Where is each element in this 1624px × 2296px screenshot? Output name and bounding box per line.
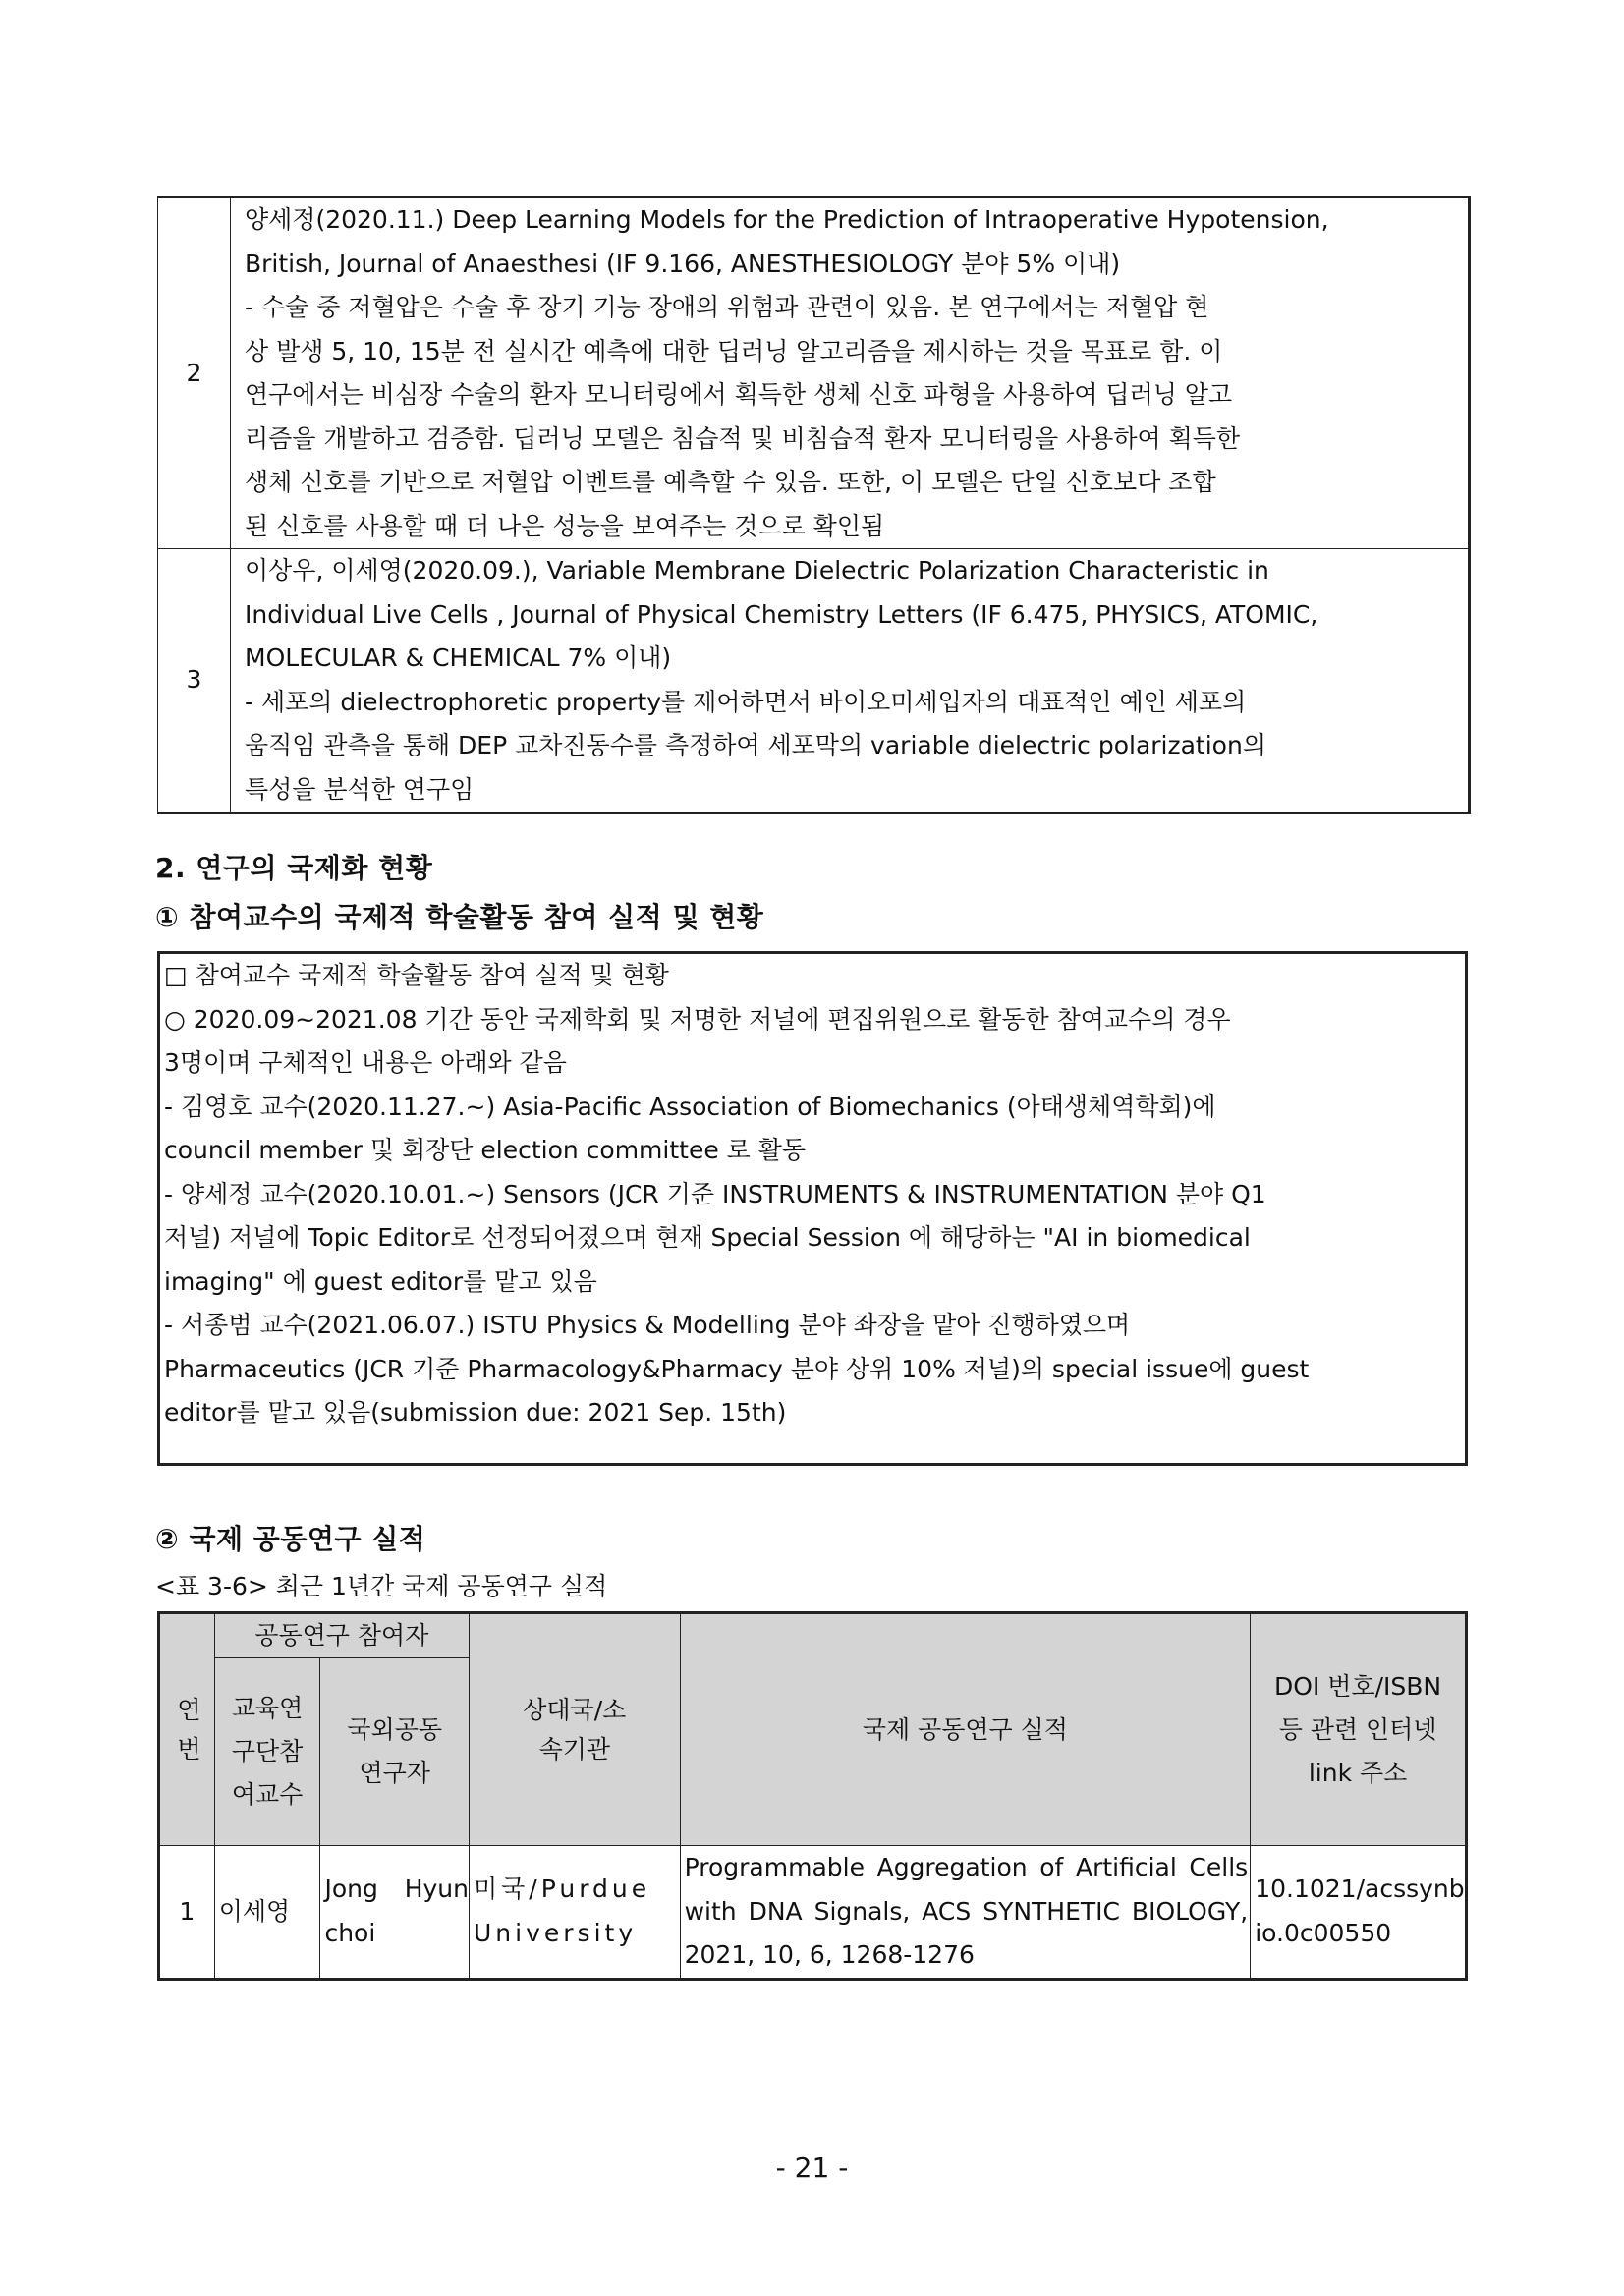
header-num: 연번	[159, 1613, 215, 1846]
section-heading: 2. 연구의 국제화 현황	[155, 852, 433, 884]
box-line: - 양세정 교수(2020.10.01.~) Sensors (JCR 기준 INSTRUMENTS & INSTRUMENTATION 분야 Q1	[164, 1179, 1266, 1208]
text-line: 양세정(2020.11.) Deep Learning Models for the Prediction of Intraoperative Hypotension,	[245, 205, 1329, 234]
subheading-joint-research: ② 국제 공동연구 실적	[155, 1523, 426, 1555]
cell-foreign-researcher: Jong Hyun choi	[320, 1846, 470, 1980]
box-line: 저널) 저널에 Topic Editor로 선정되어졌으며 현재 Special Session 에 해당하는 "AI in biomedical	[164, 1223, 1251, 1252]
text-line: 움직임 관측을 통해 DEP 교차진동수를 측정하여 세포막의 variable dielectric polarization의	[245, 731, 1266, 759]
text-line: British, Journal of Anaesthesi (IF 9.166, ANESTHESIOLOGY 분야 5% 이내)	[245, 249, 1121, 278]
header-edu-prof: 교육연구단참여교수	[214, 1658, 320, 1846]
box-line: Pharmaceutics (JCR 기준 Pharmacology&Pharmacy 분야 상위 10% 저널)의 special issue에 guest	[164, 1354, 1310, 1383]
joint-research-table	[157, 1611, 1468, 1981]
text-line: 특성을 분석한 연구임	[245, 774, 475, 804]
row-number: 2	[158, 197, 231, 549]
table-row	[158, 197, 1470, 549]
box-line: □ 참여교수 국제적 학술활동 참여 실적 및 현황	[164, 961, 669, 989]
cell-edu-prof: 이세영	[214, 1846, 320, 1980]
box-line: council member 및 회장단 election committee 로 활동	[164, 1136, 807, 1164]
text-line: 이상우, 이세영(2020.09.), Variable Membrane Dielectric Polarization Characteristic in	[245, 556, 1269, 585]
text-line: Individual Live Cells , Journal of Physical Chemistry Letters (IF 6.475, PHYSICS, ATOMIC,	[245, 599, 1318, 629]
text-line: 상 발생 5, 10, 15분 전 실시간 예측에 대한 딥러닝 알고리즘을 제시하는 것을 목표로 함. 이	[245, 336, 1223, 365]
text-line: 생체 신호를 기반으로 저혈압 이벤트를 예측할 수 있음. 또한, 이 모델은 단일 신호보다 조합	[245, 468, 1216, 496]
box-line: - 김영호 교수(2020.11.27.~) Asia-Pacific Association of Biomechanics (아태생체역학회)에	[164, 1092, 1216, 1121]
subheading-academic-activities: ① 참여교수의 국제적 학술활동 참여 실적 및 현황	[155, 901, 764, 933]
cell-achievement: Programmable Aggregation of Artificial Cells with DNA Signals, ACS SYNTHETIC BIOLOGY, 2021, 10, 6, 1268-1276	[680, 1846, 1251, 1980]
publication-description	[231, 197, 1470, 549]
box-line: editor를 맡고 있음(submission due: 2021 Sep. 15th)	[164, 1398, 787, 1427]
text-line: 리즘을 개발하고 검증함. 딥러닝 모델은 침습적 및 비침습적 환자 모니터링을 사용하여 획득한	[245, 423, 1241, 453]
header-row	[159, 1613, 1467, 1658]
box-line: imaging" 에 guest editor를 맡고 있음	[164, 1266, 597, 1296]
box-line: ○ 2020.09~2021.08 기간 동안 국제학회 및 저명한 저널에 편집위원으로 활동한 참여교수의 경우	[164, 1004, 1231, 1034]
box-line: - 서종범 교수(2021.06.07.) ISTU Physics & Modelling 분야 좌장을 맡아 진행하였으며	[164, 1311, 1131, 1339]
cell-num: 1	[159, 1846, 215, 1980]
header-participants: 공동연구 참여자	[214, 1613, 469, 1658]
header-doi: DOI 번호/ISBN 등 관련 인터넷 link 주소	[1251, 1613, 1467, 1846]
header-foreign-researcher: 국외공동연구자	[320, 1658, 470, 1846]
header-counterpart: 상대국/소속기관	[470, 1613, 681, 1846]
text-line: - 세포의 dielectrophoretic property를 제어하면서 바이오미세입자의 대표적인 예인 세포의	[245, 687, 1247, 716]
text-line: 된 신호를 사용할 때 더 나은 성능을 보여주는 것으로 확인됨	[245, 511, 885, 540]
academic-activities-box	[157, 951, 1468, 1466]
table-row	[158, 549, 1470, 813]
text-line: MOLECULAR & CHEMICAL 7% 이내)	[245, 644, 672, 672]
page-number: - 21 -	[775, 2152, 849, 2184]
publication-description	[231, 549, 1470, 813]
table-caption: <표 3-6> 최근 1년간 국제 공동연구 실적	[155, 1572, 608, 1600]
header-achievement: 국제 공동연구 실적	[680, 1613, 1251, 1846]
publication-table	[157, 196, 1471, 814]
cell-doi: 10.1021/acssynbio.0c00550	[1251, 1846, 1467, 1980]
text-line: 연구에서는 비심장 수술의 환자 모니터링에서 획득한 생체 신호 파형을 사용하여 딥러닝 알고	[245, 380, 1233, 409]
text-line: - 수술 중 저혈압은 수술 후 장기 기능 장애의 위험과 관련이 있음. 본 연구에서는 저혈압 현	[245, 293, 1209, 321]
cell-counterpart: 미국/Purdue University	[470, 1846, 681, 1980]
box-line: 3명이며 구체적인 내용은 아래와 같음	[164, 1048, 567, 1077]
row-number: 3	[158, 549, 231, 813]
table-row	[159, 1846, 1467, 1980]
